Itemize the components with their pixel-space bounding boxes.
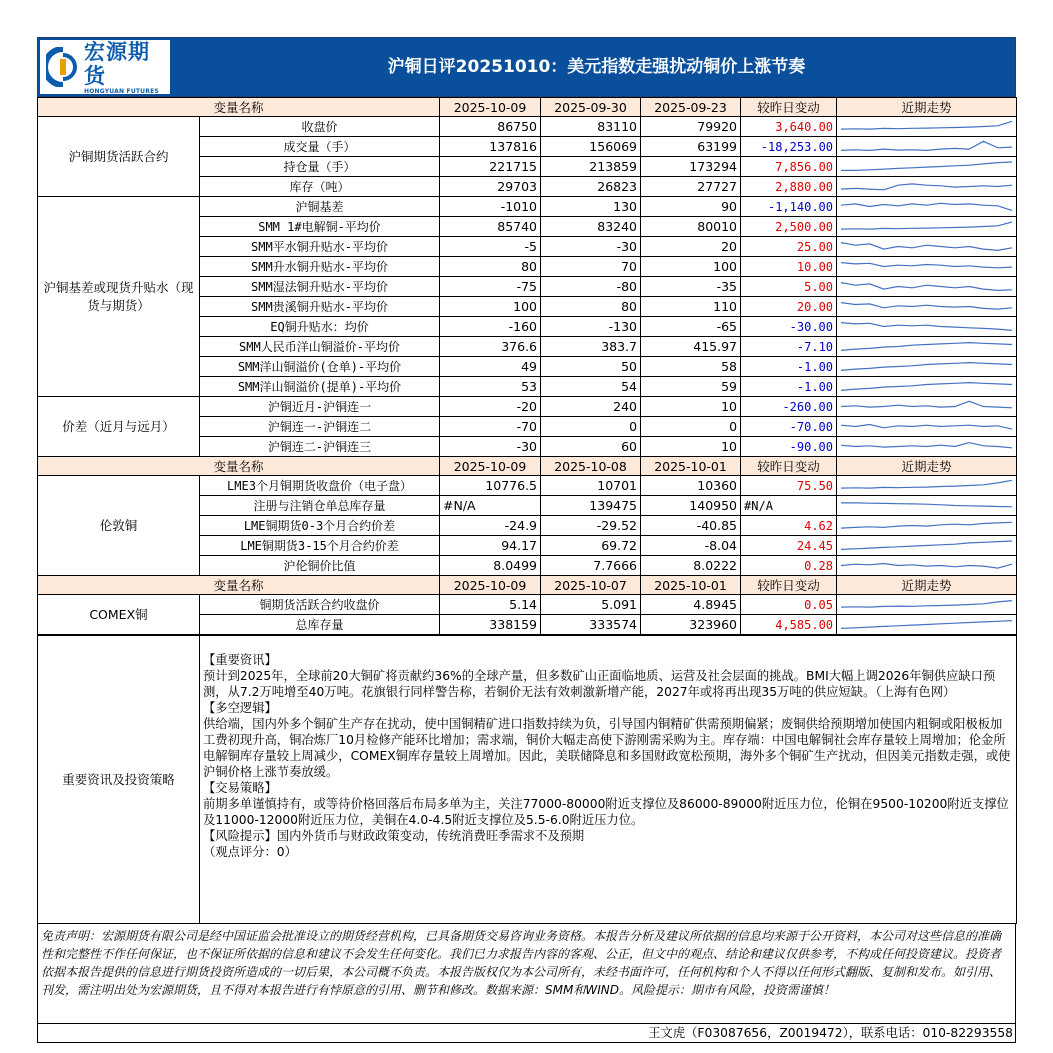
- trend-header: 近期走势: [837, 457, 1017, 476]
- change-cell: 25.00: [741, 237, 837, 257]
- variable-header: 变量名称: [38, 98, 440, 117]
- row-label: 沪铜近月-沪铜连一: [200, 397, 440, 417]
- row-label: SMM洋山铜溢价(仓单)-平均价: [200, 357, 440, 377]
- sparkline: [839, 318, 1014, 335]
- sparkline: [839, 138, 1014, 155]
- sparkline-line: [841, 383, 1012, 391]
- value-cell-3: 8.0222: [641, 556, 741, 576]
- row-label: 沪铜连一-沪铜连二: [200, 417, 440, 437]
- trend-cell: [837, 397, 1017, 417]
- value-cell-3: 323960: [641, 615, 741, 635]
- table-row: [38, 117, 1017, 137]
- row-label: SMM洋山铜溢价(提单)-平均价: [200, 377, 440, 397]
- change-cell: 7,856.00: [741, 157, 837, 177]
- category-cell: 伦敦铜: [38, 476, 200, 576]
- row-label: 沪铜基差: [200, 197, 440, 217]
- row-label: 库存（吨）: [200, 177, 440, 197]
- change-cell: -70.00: [741, 417, 837, 437]
- value-cell-3: 10360: [641, 476, 741, 496]
- value-cell-3: 10: [641, 397, 741, 417]
- news-body: 预计到2025年，全球前20大铜矿将贡献约36%的全球产量，但多数矿山正面临地质、运营及社会层面的挑战。BMI大幅上调2026年铜供应缺口预测，从7.2万吨增至40万吨。花旗银行同样警告称，若铜价无法有效刺激新增产能，2027年或将再出现35万吨的供应短缺。（上海有色网）: [203, 669, 996, 699]
- date-header-2: 2025-10-07: [541, 576, 641, 595]
- trend-cell: [837, 217, 1017, 237]
- value-cell-3: 59: [641, 377, 741, 397]
- sparkline-line: [841, 401, 1012, 408]
- value-cell-3: -8.04: [641, 536, 741, 556]
- date-header-3: 2025-10-01: [641, 576, 741, 595]
- value-cell-1: 338159: [440, 615, 541, 635]
- trend-cell: [837, 257, 1017, 277]
- sparkline-line: [841, 601, 1012, 608]
- value-cell-3: -35: [641, 277, 741, 297]
- change-cell: -1,140.00: [741, 197, 837, 217]
- trend-cell: [837, 277, 1017, 297]
- change-cell: 0.28: [741, 556, 837, 576]
- value-cell-3: 110: [641, 297, 741, 317]
- value-cell-2: 139475: [541, 496, 641, 516]
- value-cell-1: 221715: [440, 157, 541, 177]
- value-cell-2: -80: [541, 277, 641, 297]
- sparkline-line: [841, 303, 1012, 310]
- change-cell: 5.00: [741, 277, 837, 297]
- risk-title: 【风险提示】: [203, 829, 277, 843]
- trend-cell: [837, 357, 1017, 377]
- change-cell: 2,880.00: [741, 177, 837, 197]
- table-row: [38, 476, 1017, 496]
- sparkline-line: [841, 162, 1012, 170]
- value-cell-1: -75: [440, 277, 541, 297]
- risk-line: [203, 828, 1013, 844]
- sparkline-line: [841, 121, 1012, 129]
- sparkline: [839, 118, 1014, 135]
- logo-name-en: HONGYUAN FUTURES: [84, 87, 159, 95]
- value-cell-3: -40.85: [641, 516, 741, 536]
- sparkline-line: [841, 541, 1012, 549]
- value-cell-3: 100: [641, 257, 741, 277]
- sparkline: [839, 198, 1014, 215]
- value-cell-1: #N/A: [440, 496, 541, 516]
- value-cell-2: 10701: [541, 476, 641, 496]
- score: （观点评分：0）: [203, 845, 297, 859]
- trend-cell: [837, 137, 1017, 157]
- sparkline-line: [841, 203, 1012, 210]
- value-cell-1: -70: [440, 417, 541, 437]
- sparkline-line: [841, 343, 1012, 351]
- row-label: 沪伦铜价比值: [200, 556, 440, 576]
- value-cell-2: 383.7: [541, 337, 641, 357]
- logic-body: 供给端，国内外多个铜矿生产存在扰动，使中国铜精矿进口指数持续为负，引导国内铜精矿供需预期偏紧；废铜供给预期增加使国内粗铜或阳极板加工费初现升高，铜冶炼厂10月检修产能环比增加；需求端，铜价大幅走高使下游刚需采购为主。库存端：中国电解铜社会库存量较上周增加；伦金所电解铜库存量较上周减少，COMEX铜库存量较上周增加。因此，美联储降息和多国财政宽松预期，海外多个铜矿生产扰动，但因美元指数走强，或使沪铜价格上涨节奏放缓。: [203, 717, 1011, 779]
- value-cell-1: 376.6: [440, 337, 541, 357]
- sparkline-line: [841, 263, 1012, 268]
- change-cell: -1.00: [741, 377, 837, 397]
- value-cell-3: 10: [641, 437, 741, 457]
- analysis-row: [38, 636, 1017, 924]
- sparkline: [839, 418, 1014, 435]
- value-cell-3: 27727: [641, 177, 741, 197]
- row-label: LME铜期货3-15个月合约价差: [200, 536, 440, 556]
- change-header: 较昨日变动: [741, 98, 837, 117]
- section-header-row: [38, 98, 1017, 117]
- trend-cell: [837, 177, 1017, 197]
- date-header-1: 2025-10-09: [440, 98, 541, 117]
- value-cell-2: 83110: [541, 117, 641, 137]
- value-cell-2: 213859: [541, 157, 641, 177]
- trend-cell: [837, 337, 1017, 357]
- report-header: [37, 37, 1016, 97]
- value-cell-3: 58: [641, 357, 741, 377]
- sparkline: [839, 158, 1014, 175]
- change-header: 较昨日变动: [741, 457, 837, 476]
- news-title: 【重要资讯】: [203, 653, 277, 667]
- trend-cell: [837, 595, 1017, 615]
- change-cell: -1.00: [741, 357, 837, 377]
- value-cell-3: 140950: [641, 496, 741, 516]
- trend-cell: [837, 536, 1017, 556]
- analysis-category: 重要资讯及投资策略: [38, 636, 200, 924]
- value-cell-2: 26823: [541, 177, 641, 197]
- change-cell: 3,640.00: [741, 117, 837, 137]
- sparkline: [839, 477, 1014, 494]
- value-cell-2: 70: [541, 257, 641, 277]
- sparkline-line: [841, 425, 1012, 430]
- sparkline-line: [841, 503, 1012, 507]
- strategy-title: 【交易策略】: [203, 781, 277, 795]
- value-cell-1: 49: [440, 357, 541, 377]
- change-cell: -30.00: [741, 317, 837, 337]
- table-row: [38, 197, 1017, 217]
- value-cell-2: 50: [541, 357, 641, 377]
- trend-cell: [837, 615, 1017, 635]
- disclaimer: 免责声明：宏源期货有限公司是经中国证监会批准设立的期货经营机构，已具备期货交易咨询业务资格。本报告分析及建议所依据的信息均来源于公开资料，本公司对这些信息的准确性和完整性不作任何保证，也不保证所依据的信息和建议不会发生任何变化。我们已力求报告内容的客观、公正，但文中的观点、结论和建议仅供参考，不构成任何投资建议。投资者依据本报告提供的信息进行期货投资所造成的一切后果，本公司概不负责。本报告版权仅为本公司所有，未经书面许可，任何机构和个人不得以任何形式翻版、复制和发布。如引用、刊发，需注明出处为宏源期货，且不得对本报告进行有悖原意的引用、删节和修改。数据来源：SMM和WIND。风险提示：期市有风险，投资需谨慎！: [37, 924, 1016, 1024]
- sparkline-line: [841, 363, 1012, 371]
- sparkline-line: [841, 522, 1012, 528]
- trend-cell: [837, 297, 1017, 317]
- logic-title: 【多空逻辑】: [203, 701, 277, 715]
- sparkline: [839, 258, 1014, 275]
- section-header-row: [38, 576, 1017, 595]
- change-cell: -7.10: [741, 337, 837, 357]
- value-cell-2: 5.091: [541, 595, 641, 615]
- trend-cell: [837, 556, 1017, 576]
- sparkline-line: [841, 564, 1012, 569]
- sparkline: [839, 238, 1014, 255]
- sparkline-line: [841, 480, 1012, 488]
- trend-cell: [837, 197, 1017, 217]
- value-cell-2: -130: [541, 317, 641, 337]
- date-header-1: 2025-10-09: [440, 576, 541, 595]
- value-cell-2: 7.7666: [541, 556, 641, 576]
- sparkline: [839, 596, 1014, 613]
- sparkline-line: [841, 141, 1012, 150]
- row-label: SMM平水铜升贴水-平均价: [200, 237, 440, 257]
- row-label: 沪铜连二-沪铜连三: [200, 437, 440, 457]
- row-label: 成交量（手）: [200, 137, 440, 157]
- change-cell: 4.62: [741, 516, 837, 536]
- value-cell-1: -160: [440, 317, 541, 337]
- table-row: [38, 595, 1017, 615]
- strategy-body: 前期多单谨慎持有，或等待价格回落后布局多单为主，关注77000-80000附近支撑位及86000-89000附近压力位，伦铜在9500-10200附近支撑位及11000-12000附近压力位，美铜在4.0-4.5附近支撑位及5.5-6.0附近压力位。: [203, 797, 1009, 827]
- section-header-row: [38, 457, 1017, 476]
- value-cell-3: 4.8945: [641, 595, 741, 615]
- value-cell-2: 80: [541, 297, 641, 317]
- value-cell-1: 86750: [440, 117, 541, 137]
- sparkline-line: [841, 222, 1012, 229]
- value-cell-1: 10776.5: [440, 476, 541, 496]
- value-cell-2: -29.52: [541, 516, 641, 536]
- row-label: 总库存量: [200, 615, 440, 635]
- value-cell-1: 29703: [440, 177, 541, 197]
- trend-cell: [837, 237, 1017, 257]
- sparkline: [839, 557, 1014, 574]
- value-cell-1: -1010: [440, 197, 541, 217]
- row-label: EQ铜升贴水：均价: [200, 317, 440, 337]
- value-cell-3: 0: [641, 417, 741, 437]
- sparkline: [839, 358, 1014, 375]
- row-label: 持仓量（手）: [200, 157, 440, 177]
- trend-cell: [837, 377, 1017, 397]
- row-label: SMM贵溪铜升贴水-平均价: [200, 297, 440, 317]
- row-label: SMM湿法铜升贴水-平均价: [200, 277, 440, 297]
- row-label: 铜期货活跃合约收盘价: [200, 595, 440, 615]
- value-cell-1: 100: [440, 297, 541, 317]
- category-cell: 沪铜基差或现货升贴水（现货与期货）: [38, 197, 200, 397]
- report-sheet: [37, 37, 1016, 1043]
- variable-header: 变量名称: [38, 576, 440, 595]
- trend-header: 近期走势: [837, 576, 1017, 595]
- category-cell: 价差（近月与远月）: [38, 397, 200, 457]
- logo-mark-icon: [46, 47, 80, 87]
- value-cell-2: 69.72: [541, 536, 641, 556]
- value-cell-1: -20: [440, 397, 541, 417]
- value-cell-2: 130: [541, 197, 641, 217]
- date-header-2: 2025-10-08: [541, 457, 641, 476]
- value-cell-1: -30: [440, 437, 541, 457]
- change-cell: -18,253.00: [741, 137, 837, 157]
- value-cell-2: 54: [541, 377, 641, 397]
- value-cell-3: 173294: [641, 157, 741, 177]
- value-cell-1: 137816: [440, 137, 541, 157]
- row-label: LME3个月铜期货收盘价（电子盘）: [200, 476, 440, 496]
- row-label: SMM升水铜升贴水-平均价: [200, 257, 440, 277]
- value-cell-3: 415.97: [641, 337, 741, 357]
- value-cell-1: -24.9: [440, 516, 541, 536]
- change-cell: -260.00: [741, 397, 837, 417]
- value-cell-2: 60: [541, 437, 641, 457]
- value-cell-2: 0: [541, 417, 641, 437]
- date-header-1: 2025-10-09: [440, 457, 541, 476]
- sparkline: [839, 278, 1014, 295]
- value-cell-1: 80: [440, 257, 541, 277]
- change-cell: 4,585.00: [741, 615, 837, 635]
- sparkline: [839, 438, 1014, 455]
- data-table-body: [38, 98, 1017, 635]
- trend-cell: [837, 157, 1017, 177]
- value-cell-2: 83240: [541, 217, 641, 237]
- date-header-3: 2025-10-01: [641, 457, 741, 476]
- value-cell-2: 333574: [541, 615, 641, 635]
- category-cell: 沪铜期货活跃合约: [38, 117, 200, 197]
- category-cell: COMEX铜: [38, 595, 200, 635]
- change-cell: 10.00: [741, 257, 837, 277]
- sparkline: [839, 218, 1014, 235]
- trend-header: 近期走势: [837, 98, 1017, 117]
- analysis-content: [200, 636, 1017, 924]
- trend-cell: [837, 476, 1017, 496]
- value-cell-3: 90: [641, 197, 741, 217]
- change-header: 较昨日变动: [741, 576, 837, 595]
- sparkline-line: [841, 621, 1012, 629]
- row-label: LME铜期货0-3个月合约价差: [200, 516, 440, 536]
- variable-header: 变量名称: [38, 457, 440, 476]
- date-header-3: 2025-09-23: [641, 98, 741, 117]
- value-cell-1: 5.14: [440, 595, 541, 615]
- value-cell-3: 80010: [641, 217, 741, 237]
- change-cell: #N/A: [741, 496, 837, 516]
- change-cell: 20.00: [741, 297, 837, 317]
- trend-cell: [837, 117, 1017, 137]
- table-row: [38, 397, 1017, 417]
- value-cell-2: -30: [541, 237, 641, 257]
- value-cell-1: 94.17: [440, 536, 541, 556]
- value-cell-3: 79920: [641, 117, 741, 137]
- value-cell-1: 53: [440, 377, 541, 397]
- trend-cell: [837, 516, 1017, 536]
- value-cell-3: 63199: [641, 137, 741, 157]
- analyst-contact: 王文虎（F03087656，Z0019472），联系电话：010-82293558: [37, 1024, 1016, 1043]
- change-cell: 24.45: [741, 536, 837, 556]
- value-cell-3: -65: [641, 317, 741, 337]
- sparkline: [839, 298, 1014, 315]
- sparkline-line: [841, 283, 1012, 291]
- sparkline: [839, 497, 1014, 514]
- row-label: SMM 1#电解铜-平均价: [200, 217, 440, 237]
- change-cell: 75.50: [741, 476, 837, 496]
- trend-cell: [837, 437, 1017, 457]
- value-cell-1: 8.0499: [440, 556, 541, 576]
- company-logo: [40, 40, 170, 94]
- change-cell: 2,500.00: [741, 217, 837, 237]
- date-header-2: 2025-09-30: [541, 98, 641, 117]
- row-label: 收盘价: [200, 117, 440, 137]
- value-cell-1: 85740: [440, 217, 541, 237]
- sparkline: [839, 517, 1014, 534]
- sparkline: [839, 338, 1014, 355]
- trend-cell: [837, 317, 1017, 337]
- trend-cell: [837, 496, 1017, 516]
- report-title: 沪铜日评20251010：美元指数走强扰动铜价上涨节奏: [387, 57, 806, 77]
- row-label: 注册与注销仓单总库存量: [200, 496, 440, 516]
- sparkline: [839, 398, 1014, 415]
- sparkline-line: [841, 243, 1012, 251]
- logo-name-cn: 宏源期货: [84, 39, 150, 88]
- risk-body: 国内外货币与财政政策变动，传统消费旺季需求不及预期: [276, 829, 585, 843]
- row-label: SMM人民币洋山铜溢价-平均价: [200, 337, 440, 357]
- change-cell: 0.05: [741, 595, 837, 615]
- change-cell: -90.00: [741, 437, 837, 457]
- value-cell-1: -5: [440, 237, 541, 257]
- analysis-table: [37, 635, 1017, 924]
- sparkline: [839, 178, 1014, 195]
- data-table: [37, 97, 1017, 635]
- sparkline-line: [841, 323, 1012, 331]
- sparkline: [839, 378, 1014, 395]
- sparkline-line: [841, 184, 1012, 190]
- sparkline: [839, 616, 1014, 633]
- value-cell-2: 240: [541, 397, 641, 417]
- value-cell-2: 156069: [541, 137, 641, 157]
- value-cell-3: 20: [641, 237, 741, 257]
- sparkline: [839, 537, 1014, 554]
- trend-cell: [837, 417, 1017, 437]
- sparkline-line: [841, 443, 1012, 448]
